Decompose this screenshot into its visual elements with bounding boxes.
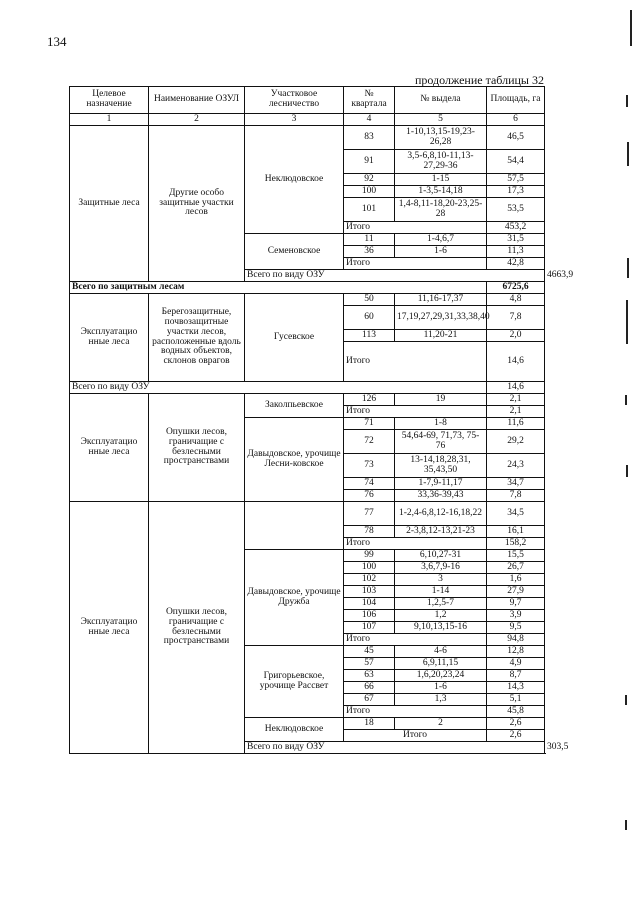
area-cell: 29,2 [487,430,545,454]
area-cell: 2,6 [487,718,545,730]
area-cell: 8,7 [487,670,545,682]
quarter-cell: 76 [344,490,395,502]
col-number: 3 [245,114,344,126]
subtotal-label: Итого [344,634,487,646]
quarter-cell: 67 [344,694,395,706]
quarter-cell: 63 [344,670,395,682]
page-number: 134 [47,34,67,49]
col-number: 5 [395,114,487,126]
plot-cell: 33,36-39,43 [395,490,487,502]
area-cell: 7,8 [487,306,545,330]
col-number: 6 [487,114,545,126]
quarter-cell: 113 [344,330,395,342]
area-cell: 2,0 [487,330,545,342]
plot-cell: 1,2 [395,610,487,622]
plot-cell: 1,3 [395,694,487,706]
area-cell: 14,3 [487,682,545,694]
quarter-cell: 126 [344,394,395,406]
area-cell: 9,5 [487,622,545,634]
plot-cell: 54,64-69, 71,73, 75-76 [395,430,487,454]
scan-mark [630,10,632,46]
subtotal-value: 2,1 [487,406,545,418]
scan-mark [625,820,627,830]
plot-cell: 6,10,27-31 [395,550,487,562]
plot-cell: 1-7,9-11,17 [395,478,487,490]
area-cell: 16,1 [487,526,545,538]
subtotal-label: Итого [344,406,487,418]
scan-mark [625,695,627,705]
header-area: Площадь, га [487,87,545,114]
area-cell: 46,5 [487,126,545,150]
plot-cell: 19 [395,394,487,406]
quarter-cell: 18 [344,718,395,730]
table-row [70,502,545,526]
quarter-cell: 77 [344,502,395,526]
column-number-row [70,114,545,126]
purpose-cell: Эксплуатацио нные леса [70,294,149,382]
area-cell: 7,8 [487,490,545,502]
quarter-cell: 92 [344,174,395,186]
table-row [70,294,545,306]
plot-cell: 1-15 [395,174,487,186]
plot-cell: 3,5-6,8,10-11,13-27,29-36 [395,150,487,174]
purpose-cell: Эксплуатацио нные леса [70,394,149,502]
area-cell: 26,7 [487,562,545,574]
subtotal-value: 94,8 [487,634,545,646]
subtotal-label: Итого [344,730,487,742]
plot-cell: 11,16-17,37 [395,294,487,306]
quarter-cell: 100 [344,562,395,574]
quarter-cell: 103 [344,586,395,598]
purpose-cell: Эксплуатацио нные леса [70,502,149,754]
area-cell: 5,1 [487,694,545,706]
col-number: 2 [149,114,245,126]
plot-cell: 1,6,20,23,24 [395,670,487,682]
subtotal-value: 42,8 [487,258,545,270]
ozu-total-label: Всего по виду ОЗУ [245,742,545,754]
quarter-cell: 99 [344,550,395,562]
subtotal-value: 2,6 [487,730,545,742]
plot-cell: 1-3,5-14,18 [395,186,487,198]
area-cell: 53,5 [487,198,545,222]
plot-cell: 1-10,13,15-19,23-26,28 [395,126,487,150]
plot-cell: 6,9,11,15 [395,658,487,670]
forestry-cell: Неклюдовское [245,718,344,742]
protective-total-label: Всего по защитным лесам [70,282,487,294]
area-cell: 54,4 [487,150,545,174]
scan-mark [627,258,629,278]
scan-mark [626,300,628,344]
ozu-total-value: 14,6 [487,382,545,394]
quarter-cell: 11 [344,234,395,246]
quarter-cell: 74 [344,478,395,490]
subtotal-label: Итого [344,538,487,550]
plot-cell: 3 [395,574,487,586]
ozu-total-label: Всего по виду ОЗУ [70,382,487,394]
subtotal-label: Итого [344,706,487,718]
area-cell: 11,3 [487,246,545,258]
ozul-cell: Опушки лесов, граничащие с безлесными пространствами [149,502,245,754]
quarter-cell: 100 [344,186,395,198]
header-quarter: № квартала [344,87,395,114]
forest-areas-table [69,86,574,754]
subtotal-label: Итого [344,222,487,234]
area-cell: 9,7 [487,598,545,610]
forestry-cell: Давыдовское, урочище Лесни-ковское [245,418,344,502]
area-cell: 31,5 [487,234,545,246]
plot-cell: 4-6 [395,646,487,658]
plot-cell: 1-6 [395,246,487,258]
forestry-cell: Неклюдовское [245,126,344,234]
plot-cell: 1-4,6,7 [395,234,487,246]
header-forestry: Участковое лесничество [245,87,344,114]
forestry-cell: Давыдовское, урочище Дружба [245,550,344,646]
area-cell: 4,9 [487,658,545,670]
plot-cell: 2 [395,718,487,730]
protective-total-row [70,282,545,294]
quarter-cell: 102 [344,574,395,586]
ozul-cell: Опушки лесов, граничащие с безлесными пространствами [149,394,245,502]
quarter-cell: 83 [344,126,395,150]
quarter-cell: 66 [344,682,395,694]
scan-mark [626,465,628,477]
plot-cell: 13-14,18,28,31, 35,43,50 [395,454,487,478]
quarter-cell: 101 [344,198,395,222]
plot-cell: 1-14 [395,586,487,598]
quarter-cell: 73 [344,454,395,478]
header-purpose: Целевое назначение [70,87,149,114]
quarter-cell: 104 [344,598,395,610]
area-cell: 34,5 [487,502,545,526]
plot-cell: 9,10,13,15-16 [395,622,487,634]
plot-cell: 1-6 [395,682,487,694]
subtotal-value: 453,2 [487,222,545,234]
forestry-cell: Заколпьевское [245,394,344,418]
area-cell: 15,5 [487,550,545,562]
ozu-total-row: Всего по виду ОЗУ 303,5 [70,742,545,754]
plot-cell: 11,20-21 [395,330,487,342]
quarter-cell: 57 [344,658,395,670]
area-cell: 27,9 [487,586,545,598]
forestry-cell: Гусевское [245,294,344,382]
ozul-cell: Берегозащитные, почвозащитные участки лесов, расположенные вдоль водных объектов, склонов оврагов [149,294,245,382]
table-row [70,126,545,150]
quarter-cell: 107 [344,622,395,634]
col-number: 1 [70,114,149,126]
subtotal-label: Итого [344,342,487,382]
quarter-cell: 45 [344,646,395,658]
plot-cell: 1,2,5-7 [395,598,487,610]
area-cell: 3,9 [487,610,545,622]
plot-cell: 3,6,7,9-16 [395,562,487,574]
area-cell: 4,8 [487,294,545,306]
subtotal-value: 158,2 [487,538,545,550]
purpose-cell: Защитные леса [70,126,149,282]
plot-cell: 2-3,8,12-13,21-23 [395,526,487,538]
forestry-cell-continued [245,502,344,550]
forestry-cell: Семеновское [245,234,344,270]
ozu-total-row [70,382,545,394]
plot-cell: 1-2,4-6,8,12-16,18,22 [395,502,487,526]
area-cell: 24,3 [487,454,545,478]
protective-total-value: 6725,6 [487,282,545,294]
quarter-cell: 60 [344,306,395,330]
col-number: 4 [344,114,395,126]
subtotal-label: Итого [344,258,487,270]
plot-cell: 17,19,27,29,31,33,38,40 [395,306,487,330]
quarter-cell: 106 [344,610,395,622]
area-cell: 57,5 [487,174,545,186]
subtotal-value: 45,8 [487,706,545,718]
forest-table-container [69,86,574,754]
scan-mark [625,395,627,405]
area-cell: 2,1 [487,394,545,406]
quarter-cell: 91 [344,150,395,174]
table-continuation-caption: продолжение таблицы 32 [414,73,544,87]
subtotal-value: 14,6 [487,342,545,382]
quarter-cell: 78 [344,526,395,538]
header-plot: № выдела [395,87,487,114]
quarter-cell: 50 [344,294,395,306]
scan-margin-marks [620,0,640,905]
scan-mark [626,95,628,107]
area-cell: 1,6 [487,574,545,586]
table-row [70,394,545,406]
area-cell: 12,8 [487,646,545,658]
area-cell: 17,3 [487,186,545,198]
forestry-cell: Григорьевское, урочище Рассвет [245,646,344,718]
ozul-cell: Другие особо защитные участки лесов [149,126,245,282]
table-header-row [70,87,545,114]
area-cell: 11,6 [487,418,545,430]
plot-cell: 1,4-8,11-18,20-23,25-28 [395,198,487,222]
ozu-total-row: Всего по виду ОЗУ 4663,9 [70,270,545,282]
quarter-cell: 71 [344,418,395,430]
scan-mark [627,142,629,166]
area-cell: 34,7 [487,478,545,490]
header-ozul: Наименование ОЗУЛ [149,87,245,114]
ozu-total-label: Всего по виду ОЗУ [245,270,545,282]
quarter-cell: 72 [344,430,395,454]
plot-cell: 1-8 [395,418,487,430]
quarter-cell: 36 [344,246,395,258]
